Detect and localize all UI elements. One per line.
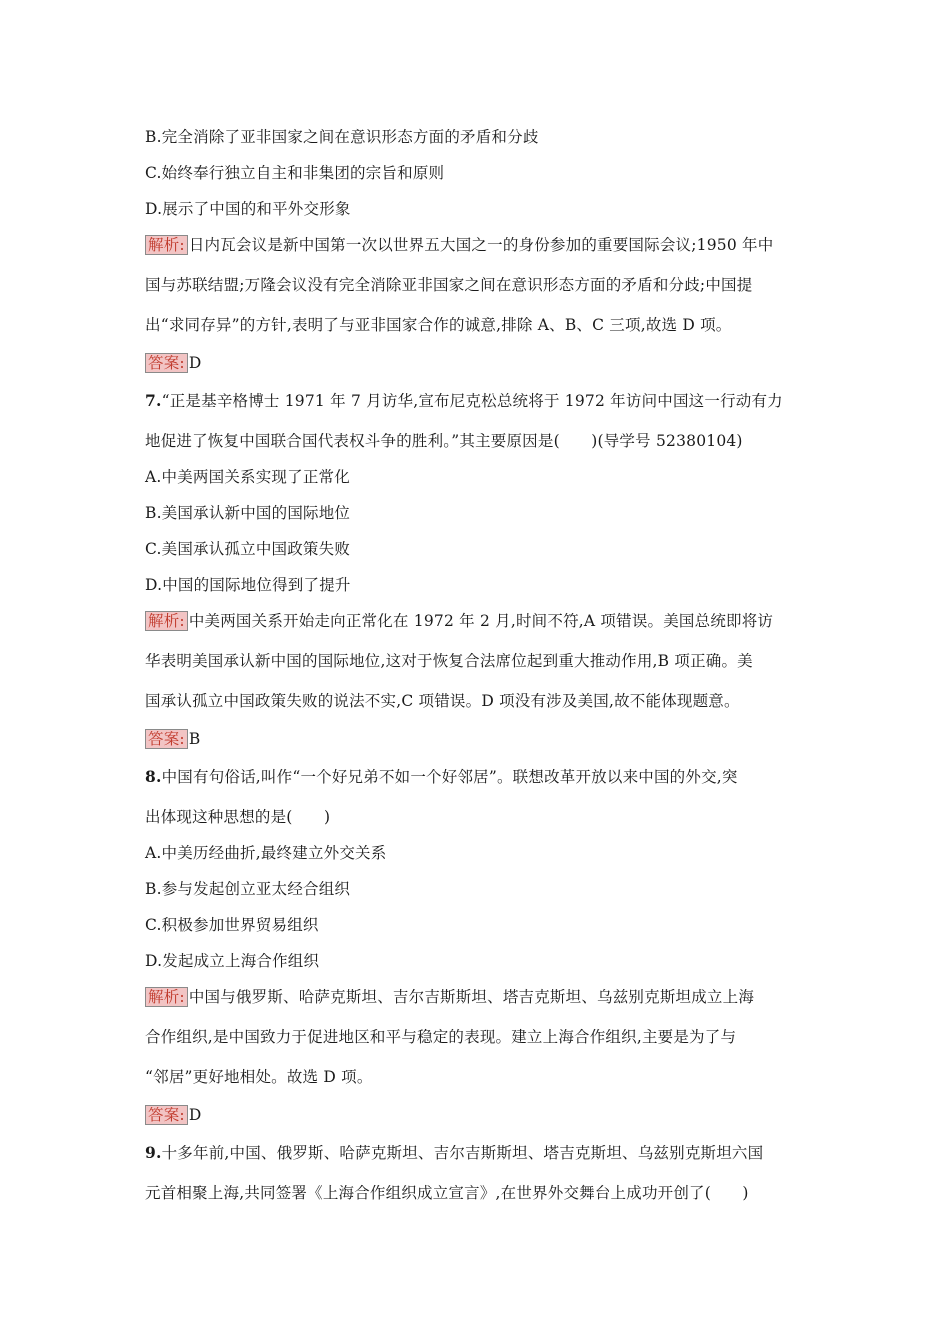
q6-answer-value: D — [188, 354, 202, 372]
q7-analysis-line-1 — [145, 611, 773, 631]
q6-analysis-line-2: 国与苏联结盟;万隆会议没有完全消除亚非国家之间在意识形态方面的矛盾和分歧;中国提 — [145, 276, 753, 294]
analysis-tag: 解析: — [145, 235, 188, 255]
q8-option-c: C.积极参加世界贸易组织 — [145, 916, 319, 934]
q6-answer — [145, 353, 201, 373]
q7-analysis-line-2: 华表明美国承认新中国的国际地位,这对于恢复合法席位起到重大推动作用,B 项正确。美 — [145, 652, 753, 670]
q6-option-c: C.始终奉行独立自主和非集团的宗旨和原则 — [145, 164, 445, 182]
q9-stem-line-1 — [145, 1143, 763, 1163]
q7-analysis-text-1: 中美两国关系开始走向正常化在 1972 年 2 月,时间不符,A 项错误。美国总统即将访 — [188, 612, 774, 630]
q8-number: 8. — [145, 767, 162, 786]
q7-stem-line-1 — [145, 391, 783, 411]
answer-tag: 答案: — [145, 1105, 188, 1125]
q7-stem-line-2: 地促进了恢复中国联合国代表权斗争的胜利。”其主要原因是( )(导学号 52380104) — [145, 432, 743, 450]
q8-analysis-line-2: 合作组织,是中国致力于促进地区和平与稳定的表现。建立上海合作组织,主要是为了与 — [145, 1028, 737, 1046]
analysis-tag: 解析: — [145, 987, 188, 1007]
q8-option-d: D.发起成立上海合作组织 — [145, 952, 320, 970]
q9-number: 9. — [145, 1143, 162, 1162]
answer-tag: 答案: — [145, 729, 188, 749]
q7-number: 7. — [145, 391, 162, 410]
q8-option-a: A.中美历经曲折,最终建立外交关系 — [145, 844, 387, 862]
q8-stem-text-1: 中国有句俗话,叫作“一个好兄弟不如一个好邻居”。联想改革开放以来中国的外交,突 — [161, 768, 738, 786]
q7-option-a: A.中美两国关系实现了正常化 — [145, 468, 350, 486]
q6-option-d: D.展示了中国的和平外交形象 — [145, 200, 351, 218]
q8-stem-line-1 — [145, 767, 738, 787]
q7-analysis-line-3: 国承认孤立中国政策失败的说法不实,C 项错误。D 项没有涉及美国,故不能体现题意。 — [145, 692, 740, 710]
q8-analysis-line-1 — [145, 987, 754, 1007]
q8-answer — [145, 1105, 201, 1125]
q7-stem-text-1: “正是基辛格博士 1971 年 7 月访华,宣布尼克松总统将于 1972 年访问中国这一行动有力 — [161, 392, 783, 410]
answer-tag: 答案: — [145, 353, 188, 373]
q8-analysis-line-3: “邻居”更好地相处。故选 D 项。 — [145, 1068, 373, 1086]
q6-option-b: B.完全消除了亚非国家之间在意识形态方面的矛盾和分歧 — [145, 128, 539, 146]
q7-answer-value: B — [188, 730, 201, 748]
q8-stem-line-2: 出体现这种思想的是( ) — [145, 808, 331, 826]
q8-answer-value: D — [188, 1106, 202, 1124]
q6-analysis-text-1: 日内瓦会议是新中国第一次以世界五大国之一的身份参加的重要国际会议;1950 年中 — [188, 236, 774, 254]
q8-option-b: B.参与发起创立亚太经合组织 — [145, 880, 351, 898]
q9-stem-line-2: 元首相聚上海,共同签署《上海合作组织成立宣言》,在世界外交舞台上成功开创了( ) — [145, 1184, 749, 1202]
q9-stem-text-1: 十多年前,中国、俄罗斯、哈萨克斯坦、吉尔吉斯斯坦、塔吉克斯坦、乌兹别克斯坦六国 — [161, 1144, 764, 1162]
q7-option-c: C.美国承认孤立中国政策失败 — [145, 540, 351, 558]
q6-analysis-line-1 — [145, 235, 773, 255]
q6-analysis-line-3: 出“求同存异”的方针,表明了与亚非国家合作的诚意,排除 A、B、C 三项,故选 D 项。 — [145, 316, 732, 334]
q7-answer — [145, 729, 200, 749]
q7-option-d: D.中国的国际地位得到了提升 — [145, 576, 351, 594]
analysis-tag: 解析: — [145, 611, 188, 631]
q8-analysis-text-1: 中国与俄罗斯、哈萨克斯坦、吉尔吉斯斯坦、塔吉克斯坦、乌兹别克斯坦成立上海 — [188, 988, 755, 1006]
q7-option-b: B.美国承认新中国的国际地位 — [145, 504, 351, 522]
